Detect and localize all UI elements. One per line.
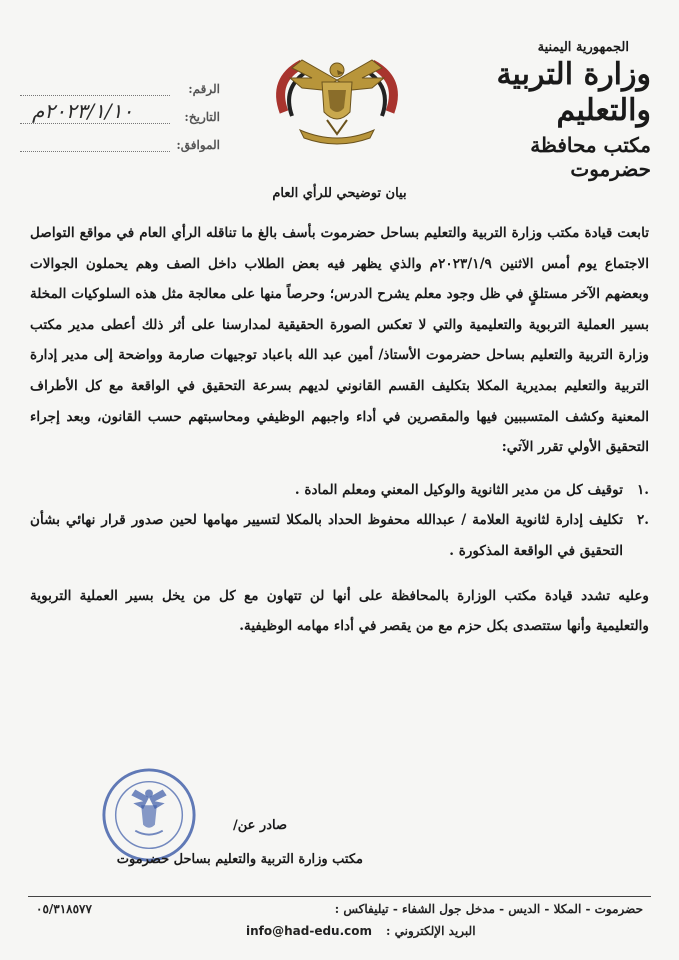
footer-email-label: البريد الإلكتروني : bbox=[386, 924, 476, 938]
closing-paragraph: وعليه تشدد قيادة مكتب الوزارة بالمحافظة على أنها لن تتهاون مع كل من يخل بسير العملية التربوية والتعليمية وأنها ستتصدى بكل حزم مع من يقصر في أداء مهامه الوظيفية. bbox=[30, 587, 649, 635]
ref-row bbox=[20, 68, 220, 96]
corresp-line bbox=[20, 133, 170, 152]
footer-address-row bbox=[36, 902, 643, 924]
issuer-name: مكتب وزارة التربية والتعليم بساحل حضرموت bbox=[116, 852, 363, 867]
ministry-name: وزارة التربية والتعليم bbox=[496, 57, 651, 128]
ref-label: الرقم: bbox=[188, 82, 220, 96]
letterhead-left bbox=[20, 68, 220, 152]
footer-address: حضرموت - المكلا - الديس - مدخل جول الشفاء - تيليفاكس : bbox=[334, 902, 643, 916]
date-row bbox=[20, 96, 220, 124]
date-line bbox=[20, 99, 170, 124]
ref-line bbox=[20, 77, 170, 96]
footer bbox=[36, 902, 643, 938]
list-item-text: تكليف إدارة لثانوية العلامة / عبدالله محفوظ الحداد بالمكلا لتسيير مهامها لحين صدور قرار نهائي بشأن التحقيق في الواقعة المذكورة . bbox=[30, 512, 623, 559]
decision-list bbox=[30, 475, 649, 567]
date-label: التاريخ: bbox=[184, 110, 220, 124]
eagle-emblem-icon bbox=[262, 50, 412, 150]
footer-email: info@had-edu.com bbox=[246, 924, 373, 938]
corresp-label: الموافق: bbox=[176, 138, 220, 152]
corresp-row bbox=[20, 124, 220, 152]
letterhead-right bbox=[451, 40, 651, 181]
list-item-number: .٢ bbox=[636, 512, 649, 529]
office-name: مكتب محافظة حضرموت bbox=[530, 133, 651, 181]
list-item bbox=[30, 505, 649, 566]
list-item-number: .١ bbox=[636, 481, 649, 498]
official-stamp-icon bbox=[100, 766, 198, 864]
republic-name: الجمهورية اليمنية bbox=[537, 40, 629, 55]
list-item bbox=[30, 475, 649, 506]
issued-from-label: صادر عن/ bbox=[233, 818, 287, 833]
footer-divider bbox=[28, 896, 651, 897]
document-title: بيان توضيحي للرأي العام bbox=[272, 186, 407, 201]
footer-email-row bbox=[246, 924, 643, 938]
main-paragraph: تابعت قيادة مكتب وزارة التربية والتعليم بساحل حضرموت بأسف بالغ ما تناقله الرأي العام في مواقع التواصل الاجتماع يوم أمس الاثنين ٢٠٢٣/١/٩م والذي يظهر فيه بعض الطلاب داخل الصف وهم يحملون الجوالات وبعضهم الآخر مستلقٍ في ظل وجود معلم يشرح الدرس؛ وحرصاً منها على معالجة مثل هذه السلوكيات المخلة بسير العملية التربوية والتعليمية والتي لا تعكس الصورة الحقيقية لمدارسنا على أثر ذلك أعطى مدير مكتب وزارة التربية والتعليم بساحل حضرموت الأستاذ/ أمين عبد الله باعباد توجيهات صارمة وواضحة إلى مدير إدارة التربية والتعليم بمديرية المكلا بتكليف القسم القانوني لديهم بسرعة التحقيق في الواقعة مع كل الأطراف المعنية وكشف المتسببين فيها والمقصرين في أداء واجبهم الوظيفي ومحاسبتهم حسب القانون، وبعد إجراء التحقيق الأولي تقرر الآتي: bbox=[30, 225, 649, 456]
footer-phone: ٠٥/٣١٨٥٧٧ bbox=[36, 902, 92, 916]
list-item-text: توقيف كل من مدير الثانوية والوكيل المعني ومعلم المادة . bbox=[294, 481, 623, 498]
handwritten-date: ٢٠٢٣/١/١٠م bbox=[32, 99, 134, 123]
document-body bbox=[30, 218, 649, 642]
